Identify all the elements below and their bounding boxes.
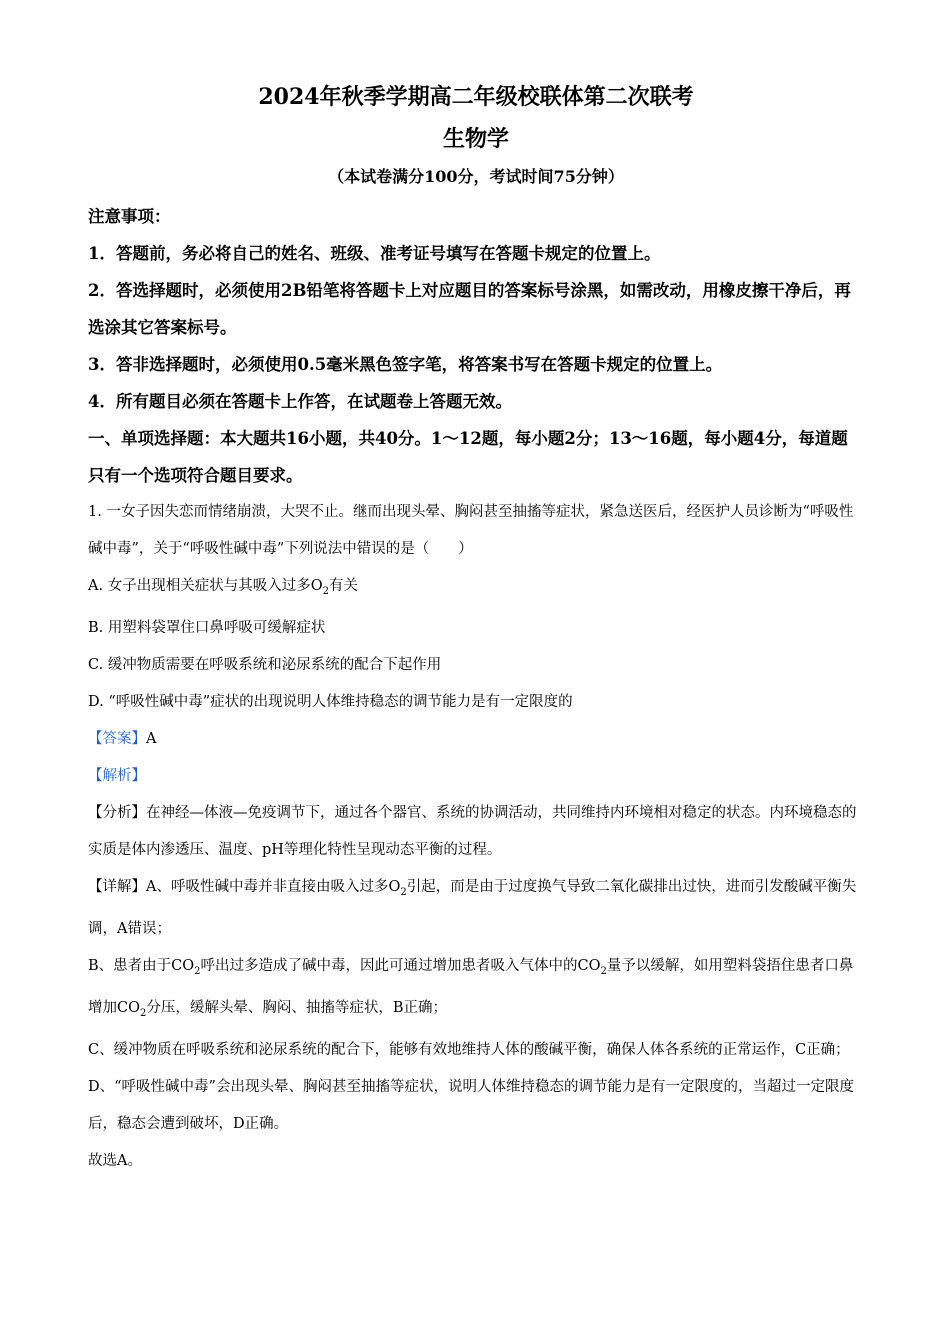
- option-b: B. 用塑料袋罩住口鼻呼吸可缓解症状: [88, 619, 326, 636]
- option-d: D. “呼吸性碱中毒”症状的出现说明人体维持稳态的调节能力是有一定限度的: [88, 693, 573, 710]
- answer-tag: 【答案】: [88, 730, 146, 747]
- xiangjie-a-text-end: 引起，而是由于过度换气导致二氧化碳排出过快，进而引发酸碱平衡失调，A错误；: [88, 878, 857, 937]
- subject-title: 生物学: [442, 126, 509, 152]
- xiangjie-a-subscript: 2: [400, 886, 407, 898]
- answer-value: A: [146, 730, 157, 747]
- xiangjie-b-subscript-2: 2: [600, 965, 607, 977]
- analysis-line: [88, 758, 864, 795]
- question-stem: 1. 一女子因失恋而情绪崩溃，大哭不止。继而出现头晕、胸闷甚至抽搐等症状，紧急送医后，经医护人员诊断为“呼吸性碱中毒”，关于“呼吸性碱中毒”下列说法中错误的是（ ）: [88, 504, 854, 557]
- xiangjie-c-paragraph: C、缓冲物质在呼吸系统和泌尿系统的配合下，能够有效地维持人体的酸碱平衡，确保人体各系统的正常运作，C正确；: [88, 1041, 850, 1058]
- note-item-3: 3．答非选择题时，必须使用0.5毫米黑色签字笔，将答案书写在答题卡规定的位置上。: [88, 355, 723, 374]
- option-a-text-end: 有关: [328, 578, 358, 594]
- fenxi-text: 在神经—体液—免疫调节下，通过各个器官、系统的协调活动，共同维持内环境相对稳定的状态。内环境稳态的实质是体内渗透压、温度、pH等理化特性呈现动态平衡的过程。: [88, 804, 857, 858]
- xiangjie-a-text: A、呼吸性碱中毒并非直接由吸入过多O: [146, 878, 401, 895]
- conclusion: 故选A。: [88, 1152, 142, 1169]
- option-a-subscript: 2: [322, 585, 329, 597]
- exam-title: 2024年秋季学期高二年级校联体第二次联考: [258, 84, 694, 110]
- option-a-text: A. 女子出现相关症状与其吸入过多O: [88, 578, 323, 594]
- xiangjie-a-paragraph: [88, 869, 864, 948]
- xiangjie-b-subscript-3: 2: [139, 1007, 147, 1019]
- answer-line: [88, 721, 864, 758]
- note-item-2: 2．答选择题时，必须使用2B铅笔将答题卡上对应题目的答案标号涂黑，如需改动，用橡皮擦干净后，再选涂其它答案标号。: [88, 281, 851, 337]
- xiangjie-b-subscript-1: 2: [194, 965, 201, 977]
- option-c: C. 缓冲物质需要在呼吸系统和泌尿系统的配合下起作用: [88, 656, 442, 673]
- notes-heading: 注意事项：: [88, 207, 171, 226]
- section-heading: 一、单项选择题：本大题共16小题，共40分。1～12题，每小题2分；13～16题，每小题4分，每道题只有一个选项符合题目要求。: [88, 429, 848, 485]
- exam-info: （本试卷满分100分，考试时间75分钟）: [328, 167, 624, 186]
- note-item-1: 1．答题前，务必将自己的姓名、班级、准考证号填写在答题卡规定的位置上。: [88, 244, 661, 263]
- xiangjie-b-text-3: 量予以缓解，如用塑料袋捂住患者口鼻增加CO: [88, 957, 854, 1016]
- xiangjie-b-paragraph: [88, 948, 864, 1032]
- document-page: [88, 80, 864, 1180]
- xiangjie-d-paragraph: D、“呼吸性碱中毒”会出现头晕、胸闷甚至抽搐等症状，说明人体维持稳态的调节能力是有一定限度的，当超过一定限度后，稳态会遭到破坏，D正确。: [88, 1078, 854, 1132]
- fenxi-tag: 【分析】: [88, 804, 146, 821]
- xiangjie-b-text-4: 分压，缓解头晕、胸闷、抽搐等症状，B正确；: [146, 999, 448, 1016]
- analysis-tag: 【解析】: [88, 767, 146, 784]
- xiangjie-b-text-1: B、患者由于CO: [88, 957, 195, 974]
- note-item-4: 4．所有题目必须在答题卡上作答，在试题卷上答题无效。: [88, 392, 512, 411]
- xiangjie-tag: 【详解】: [88, 878, 146, 895]
- fenxi-paragraph: [88, 795, 864, 869]
- xiangjie-b-text-2: 呼出过多造成了碱中毒，因此可通过增加患者吸入气体中的CO: [200, 957, 601, 974]
- option-a: [88, 568, 864, 610]
